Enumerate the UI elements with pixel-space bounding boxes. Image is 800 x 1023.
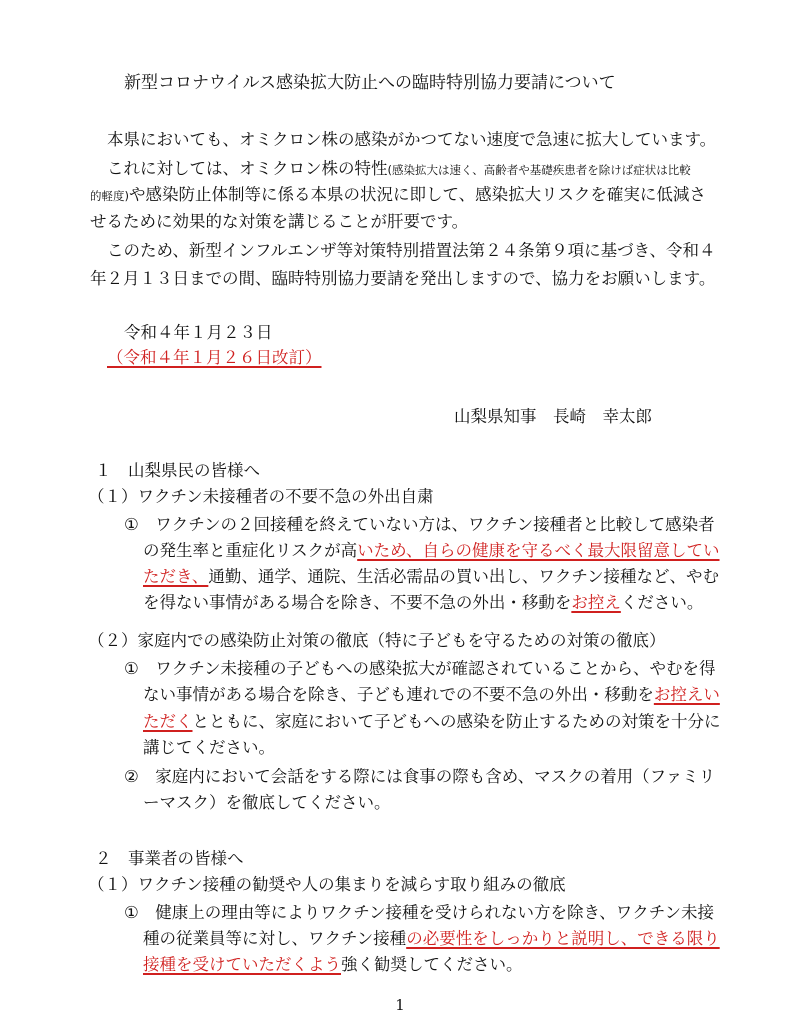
intro-paragraph-1: 本県においても、オミクロン株の感染がかつてない速度で急速に拡大しています。 xyxy=(107,130,717,149)
item-text xyxy=(143,711,721,733)
item-text: ーマスク）を徹底してください。 xyxy=(143,793,391,812)
item-text: ② 家庭内において会話をする際には食事の際も含め、マスクの着用（ファミリ xyxy=(124,767,716,786)
revision-date: （令和４年１月２６日改訂） xyxy=(107,348,322,367)
item-text: 講じてください。 xyxy=(143,738,275,757)
highlighted-text: 接種を受けていただくよう xyxy=(143,955,341,974)
item-text-part: ない事情がある場合を除き、子ども連れでの不要不急の外出・移動を xyxy=(143,685,654,704)
item-text-part: 通勤、通学、通院、生活必需品の買い出し、ワクチン接種など、やむ xyxy=(208,567,720,586)
item-text: ① 健康上の理由等によりワクチン接種を受けられない方を除き、ワクチン未接 xyxy=(124,903,714,922)
section-2-1-heading: （１）ワクチン接種の勧奨や人の集まりを減らす取り組みの徹底 xyxy=(88,875,566,894)
item-text-part: 種の従業員等に対し、ワクチン接種 xyxy=(143,929,407,948)
intro-paragraph-2-line-1 xyxy=(107,158,691,181)
highlighted-text: ただき、 xyxy=(143,567,209,586)
document-title: 新型コロナウイルス感染拡大防止への臨時特別協力要請について xyxy=(124,73,616,93)
item-text-part: を得ない事情がある場合を除き、不要不急の外出・移動を xyxy=(143,593,572,612)
intro-note: (感染拡大は速く、高齢者や基礎疾患者を除けば症状は比較 xyxy=(387,163,691,177)
item-text xyxy=(143,684,720,706)
item-text-part: とともに、家庭において子どもへの感染を防止するための対策を十分に xyxy=(192,712,721,731)
section-1-1-heading: （１）ワクチン未接種者の不要不急の外出自粛 xyxy=(88,487,434,506)
highlighted-text: いため、自らの健康を守るべく最大限留意してい xyxy=(357,541,720,560)
item-text-part: ください。 xyxy=(620,593,704,612)
item-text xyxy=(143,592,703,614)
section-2-heading: ２ 事業者の皆様へ xyxy=(95,849,244,868)
intro-paragraph-2-line-3: せるために効果的な対策を講じることが肝要です。 xyxy=(90,212,469,231)
intro-paragraph-3-line-2: 年２月１３日までの間、臨時特別協力要請を発出しますので、協力をお願いします。 xyxy=(90,269,716,288)
highlighted-text: お控え xyxy=(571,593,621,612)
item-text xyxy=(143,954,523,976)
item-text xyxy=(143,928,720,950)
intro-paragraph-2-line-2 xyxy=(90,184,706,207)
intro-note-end: 的軽度) xyxy=(90,189,129,203)
highlighted-text: お控えい xyxy=(653,685,720,704)
intro-text: や感染防止体制等に係る本県の状況に即して、感染拡大リスクを確実に低減さ xyxy=(129,185,706,204)
intro-paragraph-3-line-1: このため、新型インフルエンザ等対策特別措置法第２４条第９項に基づき、令和４ xyxy=(107,241,716,260)
item-text-part: の発生率と重症化リスクが高 xyxy=(143,541,358,560)
highlighted-text: の必要性をしっかりと説明し、できる限り xyxy=(406,929,720,948)
page-number: 1 xyxy=(395,996,405,1014)
signature: 山梨県知事 長崎 幸太郎 xyxy=(454,407,652,426)
item-text: ① ワクチンの２回接種を終えていない方は、ワクチン接種者と比較して感染者 xyxy=(124,515,715,534)
item-text xyxy=(143,566,719,588)
highlighted-text: ただく xyxy=(143,712,193,731)
item-text-part: 強く勧奨してください。 xyxy=(341,955,523,974)
item-text xyxy=(143,540,720,562)
issue-date: 令和４年１月２３日 xyxy=(124,323,273,342)
intro-text: これに対しては、オミクロン株の特性 xyxy=(107,159,388,178)
section-1-heading: １ 山梨県民の皆様へ xyxy=(95,461,260,480)
item-text: ① ワクチン未接種の子どもへの感染拡大が確認されていることから、やむを得 xyxy=(124,659,716,678)
section-1-2-heading: （２）家庭内での感染防止対策の徹底（特に子どもを守るための対策の徹底） xyxy=(88,631,666,650)
